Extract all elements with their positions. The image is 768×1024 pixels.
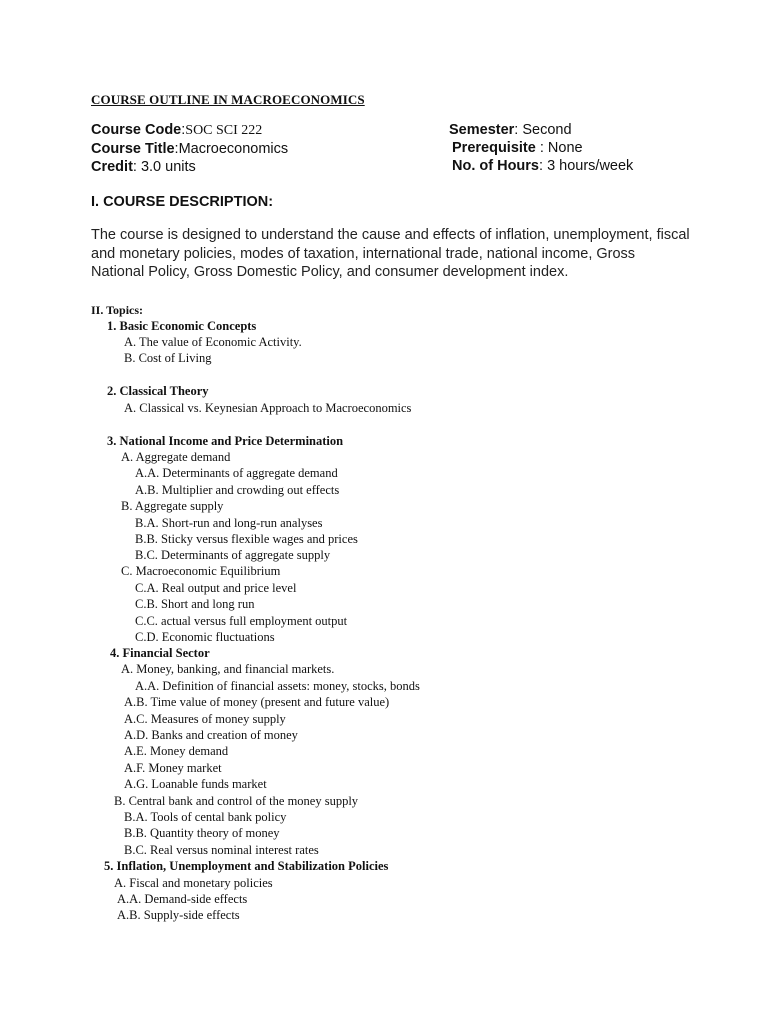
semester-sep: : [514,122,523,138]
meta-left [91,121,288,176]
prerequisite-value: None [547,140,583,156]
topic-item: A.B. Multiplier and crowding out effects [135,483,340,497]
course-description-text: The course is designed to understand the cause and effects of inflation, unemployment, fiscal and monetary policies, modes of taxation, international trade, national income, Gross National Policy, Gross Domestic Policy, and consumer development index. [91,227,690,280]
topic-item: C.B. Short and long run [135,597,255,611]
topic-item: B. Cost of Living [124,351,212,365]
topic-item: A. Classical vs. Keynesian Approach to Macroeconomics [124,401,412,415]
course-code-value: SOC SCI 222 [185,123,263,138]
course-description-heading: I. COURSE DESCRIPTION: [91,194,274,210]
semester-row [449,121,633,139]
prerequisite-sep: : [535,140,548,156]
hours-sep: : [539,158,548,174]
topic-item: A. Money, banking, and financial markets. [121,662,335,676]
hours-value: 3 hours/week [547,158,634,174]
topic-item: A.A. Determinants of aggregate demand [135,466,338,480]
topic-item: B.A. Tools of cental bank policy [124,810,287,824]
prerequisite-row [449,139,633,157]
topic-item: A.A. Demand-side effects [117,892,248,906]
topic-item: A.E. Money demand [124,744,229,758]
topic-item: B.C. Real versus nominal interest rates [124,843,319,857]
course-title-row [91,140,288,158]
topics-heading: II. Topics: [91,303,144,317]
course-code-label: Course Code [91,122,182,138]
topic-item: B.C. Determinants of aggregate supply [135,548,331,562]
topic-item: A. Aggregate demand [121,450,231,464]
semester-label: Semester [449,122,515,138]
topic-item: A.B. Supply-side effects [117,908,240,922]
topic-item: A.B. Time value of money (present and future value) [124,695,390,709]
topic-item: A.C. Measures of money supply [124,712,286,726]
course-title-label: Course Title [91,141,175,157]
topic-item: C. Macroeconomic Equilibrium [121,564,281,578]
document-title: COURSE OUTLINE IN MACROECONOMICS [91,92,365,107]
credit-label: Credit [91,159,133,175]
credit-row [91,158,288,176]
topic-item: B. Aggregate supply [121,499,224,513]
topic-item: A.D. Banks and creation of money [124,728,298,742]
topic-heading: 2. Classical Theory [107,384,209,398]
topic-item: A.F. Money market [124,761,222,775]
topic-item: B. Central bank and control of the money supply [114,794,359,808]
topic-item: B.A. Short-run and long-run analyses [135,516,323,530]
topic-item: C.C. actual versus full employment output [135,614,348,628]
prerequisite-label: Prerequisite [452,140,536,156]
topic-heading: 4. Financial Sector [110,646,210,660]
topic-heading: 5. Inflation, Unemployment and Stabilization Policies [104,859,389,873]
course-title-value: Macroeconomics [178,141,289,157]
topic-heading: 3. National Income and Price Determination [107,434,344,448]
topic-item: B.B. Quantity theory of money [124,826,280,840]
credit-value: 3.0 units [140,159,196,175]
topic-item: B.B. Sticky versus flexible wages and prices [135,532,358,546]
credit-sep: : [132,159,141,175]
hours-row [449,157,633,175]
hours-label: No. of Hours [452,158,539,174]
course-code-row [91,121,288,140]
meta-right [449,121,633,175]
topic-item: A. The value of Economic Activity. [124,335,302,349]
course-title-sep: : [174,141,179,157]
topic-item: A. Fiscal and monetary policies [114,876,273,890]
topic-item: C.D. Economic fluctuations [135,630,275,644]
semester-value: Second [522,122,572,138]
topic-item: A.G. Loanable funds market [124,777,267,791]
topic-item: A.A. Definition of financial assets: money, stocks, bonds [135,679,420,693]
course-code-sep: : [181,122,186,138]
topic-item: C.A. Real output and price level [135,581,297,595]
topic-heading: 1. Basic Economic Concepts [107,319,257,333]
